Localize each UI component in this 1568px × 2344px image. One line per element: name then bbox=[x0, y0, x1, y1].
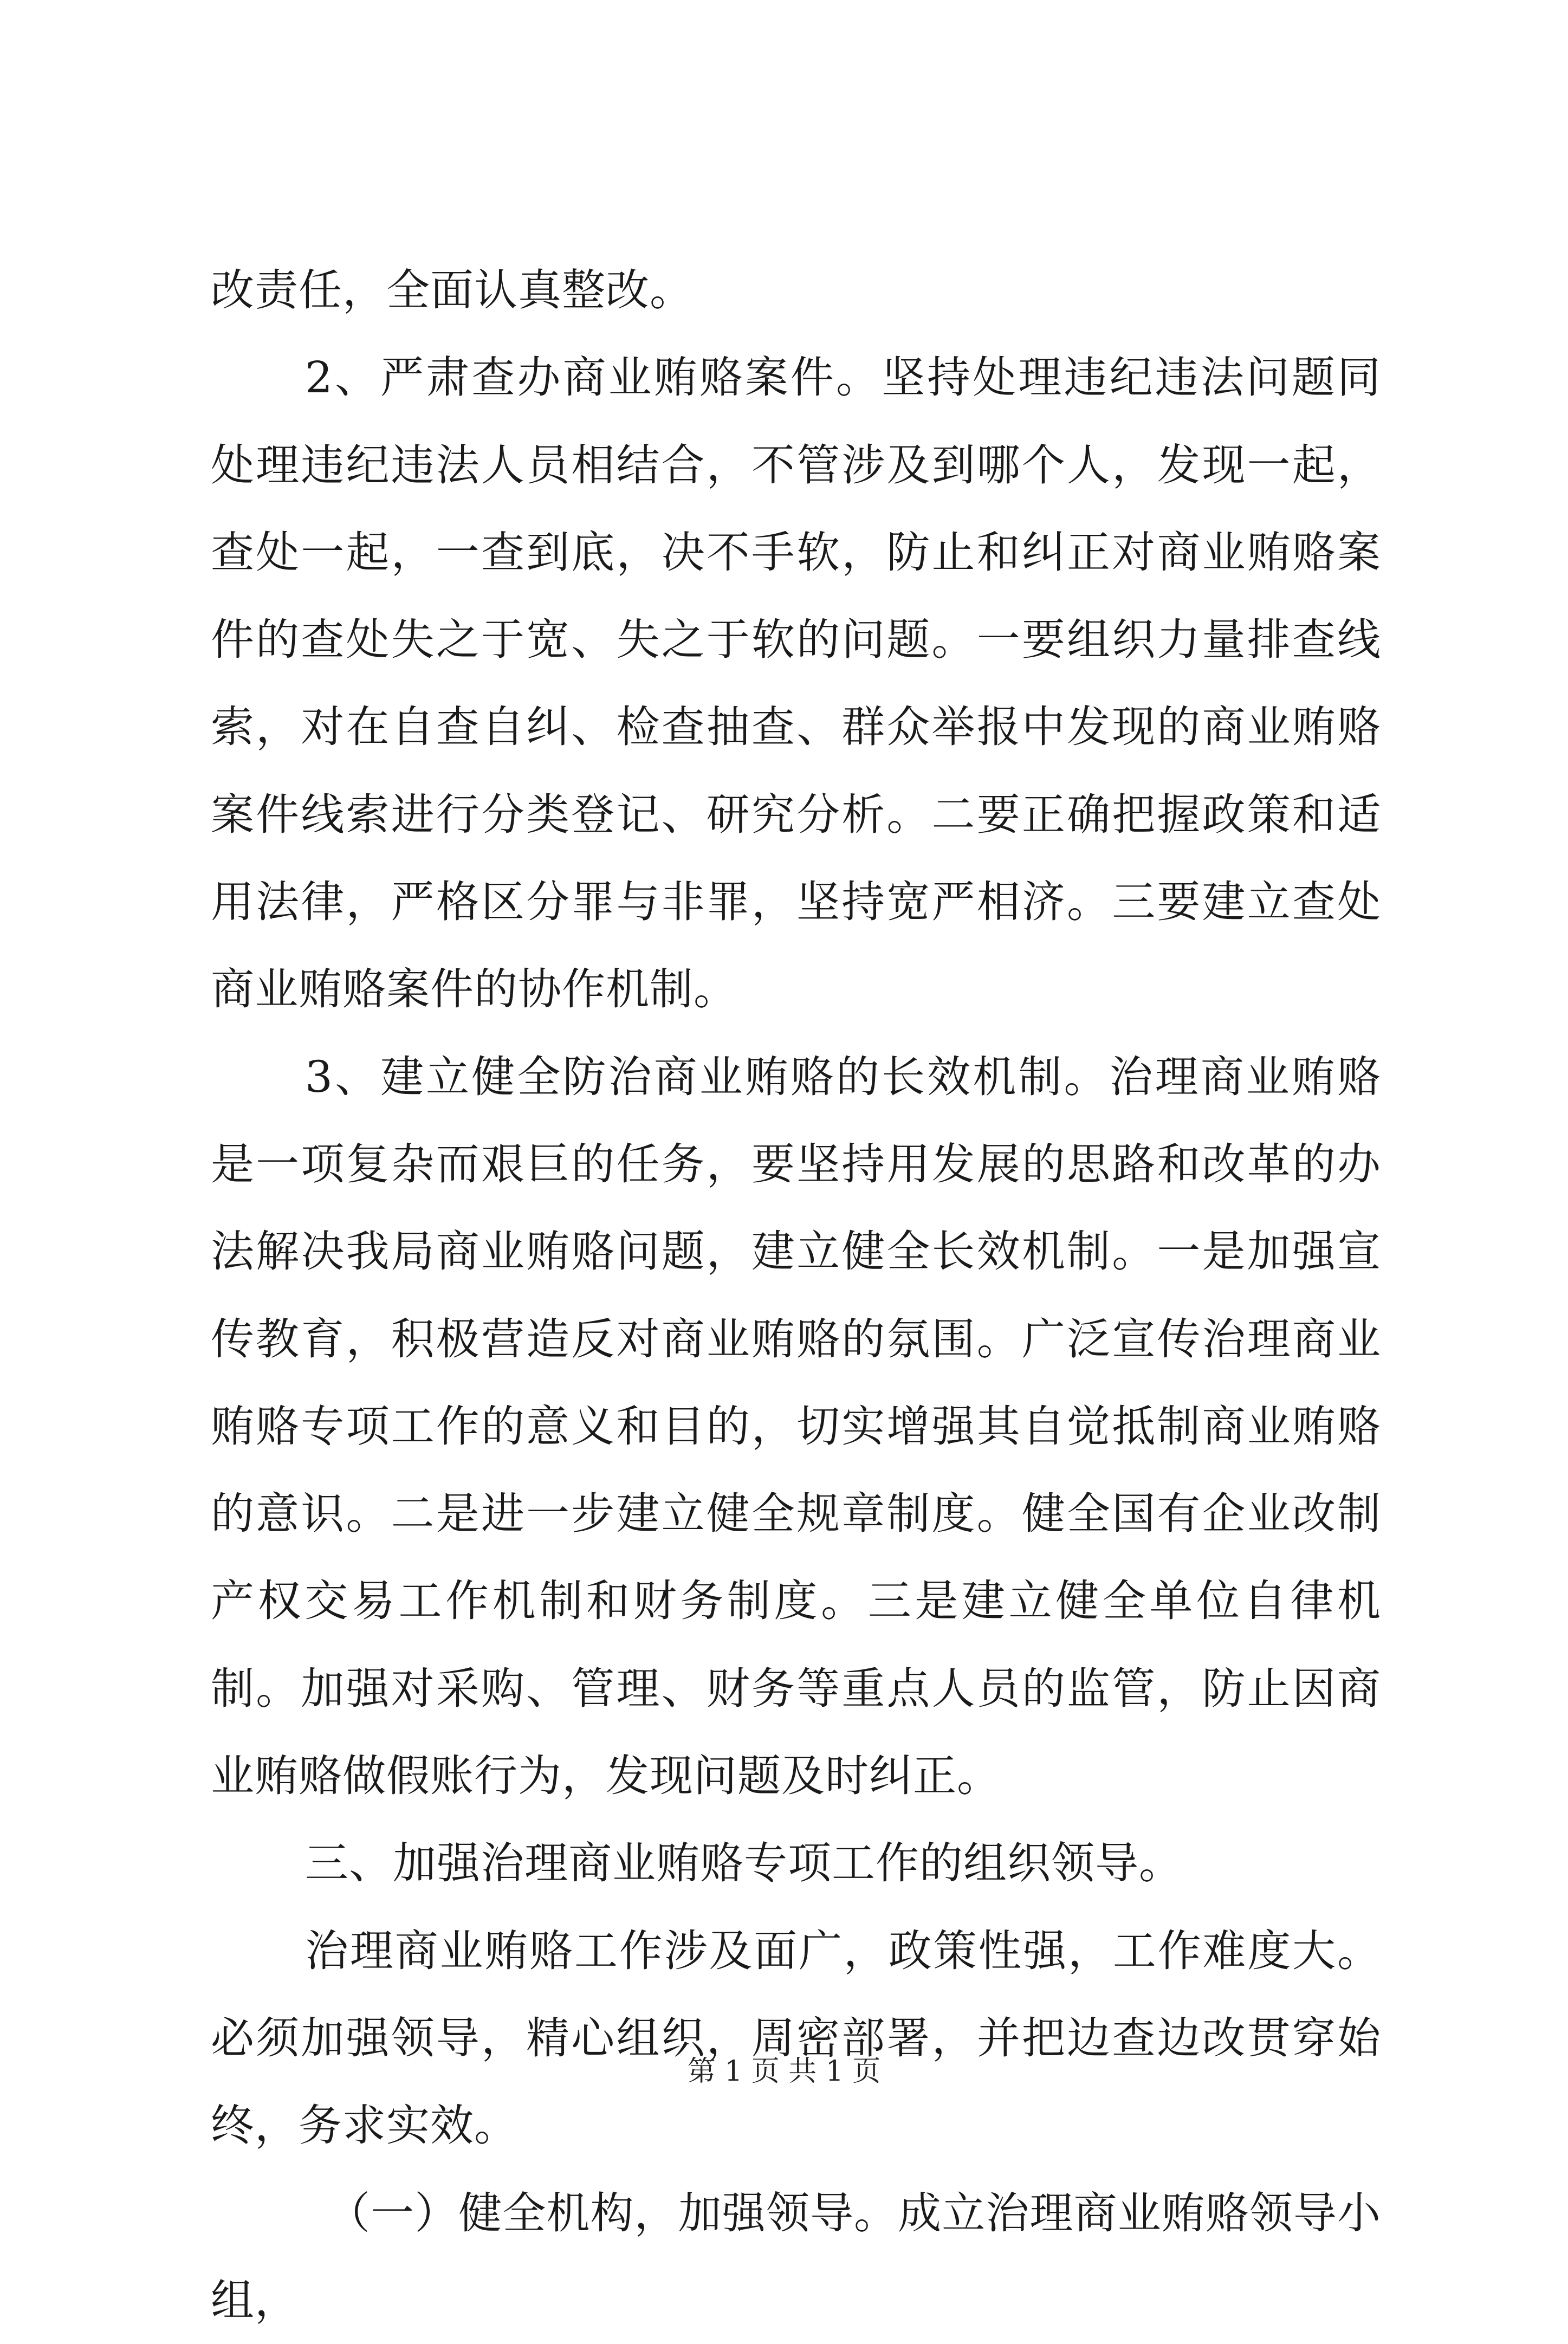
paragraph-section-intro: 治理商业贿赂工作涉及面广，政策性强，工作难度大。必须加强领导，精心组织，周密部署，并把边查边改贯穿始终，务求实效。 bbox=[211, 1925, 1381, 2151]
document-body bbox=[211, 247, 1381, 2344]
section-heading-3: 三、加强治理商业贿赂专项工作的组织领导。 bbox=[305, 1838, 1183, 1889]
paragraph-item-2: 2、严肃查办商业贿赂案件。坚持处理违纪违法问题同处理违纪违法人员相结合，不管涉及到哪个人，发现一起，查处一起，一查到底，决不手软，防止和纠正对商业贿赂案件的查处失之于宽、失之于软的问题。一要组织力量排查线索，对在自查自纠、检查抽查、群众举报中发现的商业贿赂案件线索进行分类登记、研究分析。二要正确把握政策和适用法律，严格区分罪与非罪，坚持宽严相济。三要建立查处商业贿赂案件的协作机制。 bbox=[211, 352, 1381, 1015]
paragraph-subsection-1: （一）健全机构，加强领导。成立治理商业贿赂领导小组， bbox=[211, 2187, 1381, 2326]
paragraph-item-3: 3、建立健全防治商业贿赂的长效机制。治理商业贿赂是一项复杂而艰巨的任务，要坚持用发展的思路和改革的办法解决我局商业贿赂问题，建立健全长效机制。一是加强宣传教育，积极营造反对商业贿赂的氛围。广泛宣传治理商业贿赂专项工作的意义和目的，切实增强其自觉抵制商业贿赂的意识。二是进一步建立健全规章制度。健全国有企业改制产权交易工作机制和财务制度。三是建立健全单位自律机制。加强对采购、管理、财务等重点人员的监管，防止因商业贿赂做假账行为，发现问题及时纠正。 bbox=[211, 1051, 1381, 1802]
paragraph-continuation: 改责任，全面认真整改。 bbox=[211, 265, 694, 315]
page-footer: 第 1 页 共 1 页 bbox=[687, 2055, 881, 2088]
